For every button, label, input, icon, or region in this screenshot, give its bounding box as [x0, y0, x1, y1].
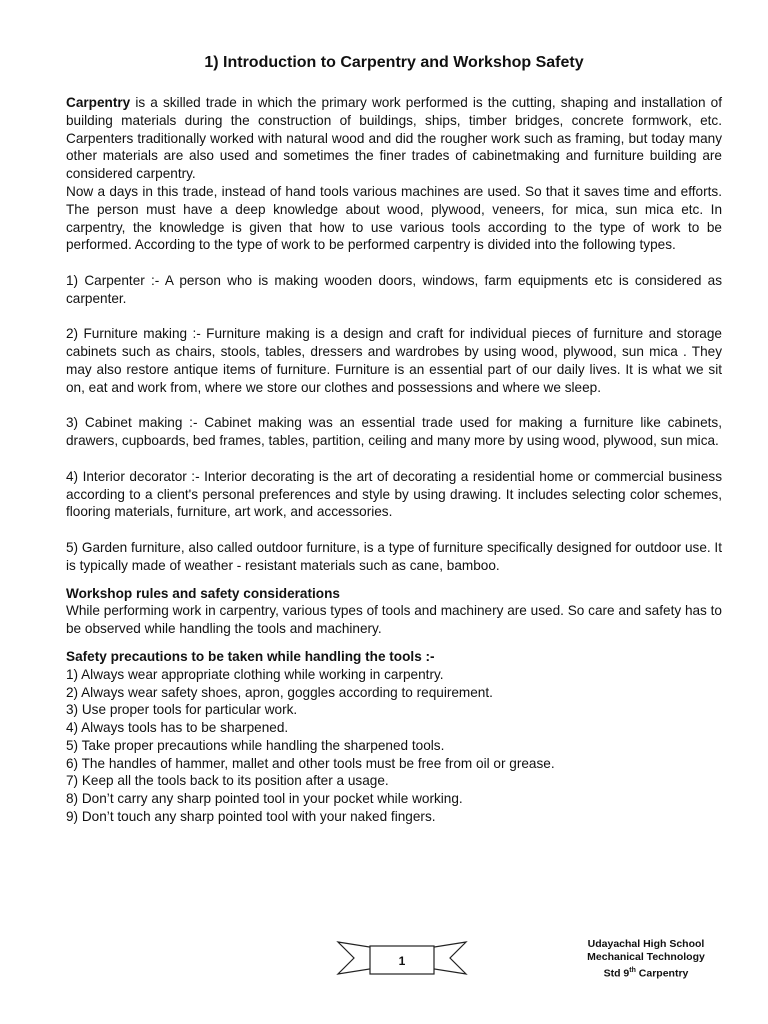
list-item: 1) Always wear appropriate clothing while working in carpentry. — [66, 666, 444, 682]
type-furniture-making: 2) Furniture making :- Furniture making is a design and craft for individual pieces of furniture and storage cabinets such as chairs, stools, tables, dressers and wardrobes by using wood, plywood, sun mica . They may also restore antique items of furniture. Furniture is an essential part of our daily lives. It is what we sit on, eat and work from, where we store our clothes and possessions and where we sleep. — [66, 326, 722, 395]
intro-paragraph-2: Now a days in this trade, instead of hand tools various machines are used. So that it saves time and efforts. The person must have a deep knowledge about wood, plywood, veneers, for mica, sun mica etc. In carpentry, the knowledge is given that how to use various tools according to the type of work to be performed. According to the type of work to be performed carpentry is divided into the following types. — [66, 183, 722, 253]
type-garden-furniture: 5) Garden furniture, also called outdoor furniture, is a type of furniture specifically designed for outdoor use. It is typically made of weather - resistant materials such as cane, bamboo. — [66, 539, 722, 573]
list-item: 2) Always wear safety shoes, apron, goggles according to requirement. — [66, 684, 493, 700]
type-cabinet-making: 3) Cabinet making :- Cabinet making was an essential trade used for making a furniture like cabinets, drawers, cupboards, bed frames, tables, partition, ceiling and many more by using wood, plywood, sun mica. — [66, 415, 722, 449]
list-item: 6) The handles of hammer, mallet and other tools must be free from oil or grease. — [66, 755, 555, 771]
footer-subject: Mechanical Technology — [587, 951, 705, 963]
precautions-heading: Safety precautions to be taken while handling the tools :- — [66, 648, 435, 664]
intro-paragraph-1-text: is a skilled trade in which the primary work performed is the cutting, shaping and installation of building materials during the construction of buildings, ships, timber bridges, concrete formwork, etc. Carpenters traditionally worked with natural wood and did the rougher work such as framing, but today many other materials are also used and sometimes the finer trades of cabinetmaking and furniture building are considered carpentry. — [66, 95, 722, 182]
list-item: 3) Use proper tools for particular work. — [66, 702, 298, 718]
footer-school: Udayachal High School — [587, 938, 705, 950]
precautions-list — [66, 666, 722, 826]
document-page — [66, 52, 722, 826]
workshop-heading: Workshop rules and safety considerations — [66, 585, 340, 601]
list-item: 5) Take proper precautions while handling the sharpened tools. — [66, 737, 445, 753]
type-interior-decorator: 4) Interior decorator :- Interior decorating is the art of decorating a residential home or commercial business according to a client's personal preferences and style by using drawing. It includes selecting color schemes, flooring materials, furniture, art work, and accessories. — [66, 468, 722, 520]
page-number: 1 — [398, 954, 406, 968]
type-carpenter: 1) Carpenter :- A person who is making wooden doors, windows, farm equipments etc is considered as carpenter. — [66, 272, 722, 306]
page-title: 1) Introduction to Carpentry and Workshop Safety — [204, 54, 584, 71]
list-item: 4) Always tools has to be sharpened. — [66, 720, 289, 736]
footer-std-suffix: Carpentry — [635, 967, 689, 980]
workshop-text: While performing work in carpentry, various types of tools and machinery are used. So care and safety has to be observed while handling the tools and machinery. — [66, 603, 722, 637]
intro-term: Carpentry — [66, 95, 131, 110]
intro-paragraph-1 — [66, 94, 722, 183]
page-number-ribbon — [336, 938, 468, 978]
list-item: 8) Don’t carry any sharp pointed tool in your pocket while working. — [66, 791, 463, 807]
footer-standard — [570, 964, 722, 981]
footer-std-sup: th — [629, 967, 636, 974]
footer-std-prefix: Std 9 — [603, 967, 630, 980]
list-item: 7) Keep all the tools back to its position after a usage. — [66, 773, 389, 789]
footer-school-info — [570, 938, 722, 981]
list-item: 9) Don’t touch any sharp pointed tool with your naked fingers. — [66, 809, 436, 825]
